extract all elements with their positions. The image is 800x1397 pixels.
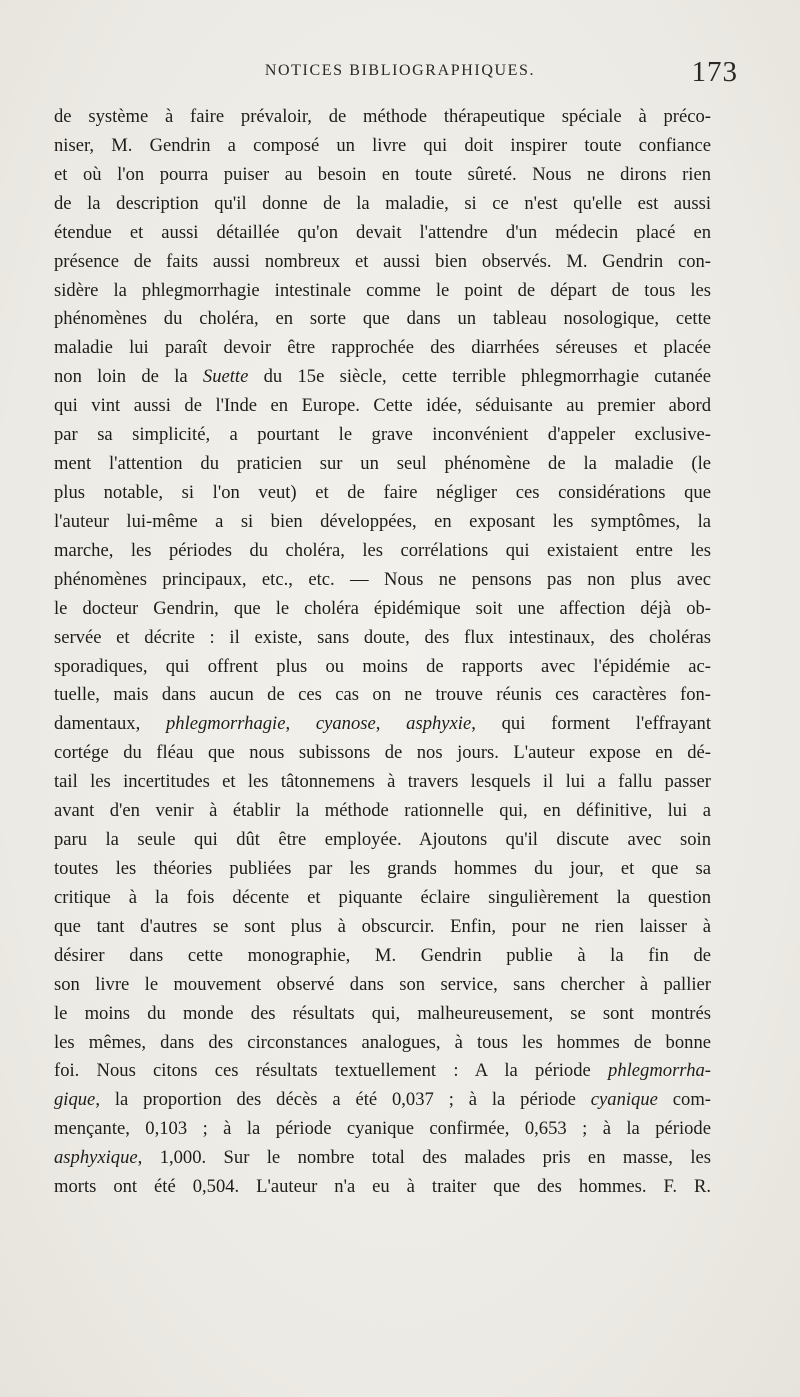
text-run: tail les incertitudes et les tâtonnemens à travers lesquels il lui a fallu passer (54, 771, 711, 793)
text-line (54, 1057, 711, 1086)
text-run: critique à la fois décente et piquante éclaire singulièrement la question (54, 886, 711, 908)
text-line (54, 826, 711, 855)
text-line (54, 739, 711, 768)
text-line (54, 334, 711, 363)
text-line (54, 1086, 711, 1115)
text-line (54, 971, 711, 1000)
text-line (54, 161, 711, 190)
text-run: phénomènes du choléra, en sorte que dans un tableau nosologique, cette (54, 308, 711, 330)
text-line (54, 392, 711, 421)
text-line (54, 1029, 711, 1058)
text-run: avant d'en venir à établir la méthode rationnelle qui, en définitive, lui a (54, 800, 711, 822)
text-line (54, 566, 711, 595)
text-run: com- (657, 1089, 711, 1111)
text-run: son livre le mouvement observé dans son service, sans chercher à pallier (54, 973, 711, 995)
text-run: non loin de la (54, 366, 203, 388)
text-run: , (375, 713, 407, 735)
text-run: tuelle, mais dans aucun de ces cas on ne trouve réunis ces caractères fon- (54, 684, 711, 706)
text-line (54, 363, 711, 392)
text-line (54, 1173, 711, 1202)
text-run: de système à faire prévaloir, de méthode thérapeutique spéciale à préco- (54, 106, 711, 127)
text-run: , 1,000. Sur le nombre total des malades pris en masse, les (137, 1147, 711, 1169)
text-run: servée et décrite : il existe, sans doute, des flux intestinaux, des choléras (54, 626, 711, 648)
text-run: le moins du monde des résultats qui, malheureusement, se sont montrés (54, 1002, 711, 1024)
text-line (54, 710, 711, 739)
text-run: foi. Nous citons ces résultats textuellement : A la période (54, 1060, 609, 1082)
text-line (54, 855, 711, 884)
text-line (54, 277, 711, 306)
text-line (54, 942, 711, 971)
text-run: paru la seule qui dût être employée. Ajoutons qu'il discute avec soin (54, 829, 711, 851)
text-run: marche, les périodes du choléra, les corrélations qui existaient entre les (54, 539, 711, 561)
text-run: et où l'on pourra puiser au besoin en toute sûreté. Nous ne dirons rien (54, 163, 711, 185)
text-line (54, 421, 711, 450)
text-line (54, 132, 711, 161)
text-line (54, 248, 711, 277)
text-line (54, 653, 711, 682)
text-line (54, 305, 711, 334)
text-run: mençante, 0,103 ; à la période cyanique confirmée, 0,653 ; à la période (54, 1118, 711, 1140)
text-run: phlegmorrha- (608, 1060, 711, 1082)
text-run: sidère la phlegmorrhagie intestinale comme le point de départ de tous les (54, 279, 711, 301)
text-run: gique (54, 1089, 96, 1111)
text-line (54, 537, 711, 566)
text-run: ment l'attention du praticien sur un seul phénomène de la maladie (le (54, 453, 711, 475)
text-line (54, 1115, 711, 1144)
text-run: cyanique (590, 1089, 658, 1111)
text-run: de la description qu'il donne de la maladie, si ce n'est qu'elle est aussi (54, 192, 711, 214)
text-line (54, 190, 711, 219)
text-line (54, 1000, 711, 1029)
text-line (54, 884, 711, 913)
running-title: NOTICES BIBLIOGRAPHIQUES. (264, 62, 536, 79)
text-run: , qui forment l'effrayant (471, 713, 711, 735)
text-line (54, 595, 711, 624)
text-run: damentaux, (54, 713, 166, 735)
text-run: du 15e siècle, cette terrible phlegmorrhagie cutanée (248, 366, 711, 388)
text-line (54, 681, 711, 710)
text-run: niser, M. Gendrin a composé un livre qui doit inspirer toute confiance (54, 134, 711, 156)
text-run: désirer dans cette monographie, M. Gendrin publie à la fin de (54, 944, 711, 966)
text-run: phlegmorrhagie (165, 713, 286, 735)
text-run: maladie lui paraît devoir être rapprochée des diarrhées séreuses et placée (54, 337, 711, 359)
text-run: que tant d'autres se sont plus à obscurcir. Enfin, pour ne rien laisser à (54, 915, 711, 937)
text-line (54, 103, 711, 132)
text-run: l'auteur lui-même a si bien développées, en exposant les symptômes, la (54, 510, 711, 532)
text-line (54, 508, 711, 537)
text-line (54, 1144, 711, 1173)
page-number: 173 (691, 56, 738, 88)
text-run: les mêmes, dans des circonstances analogues, à tous les hommes de bonne (54, 1031, 711, 1053)
text-run: cyanose (315, 713, 376, 735)
text-line (54, 450, 711, 479)
text-line (54, 479, 711, 508)
text-line (54, 797, 711, 826)
text-line (54, 219, 711, 248)
text-run: qui vint aussi de l'Inde en Europe. Cette idée, séduisante au premier abord (54, 395, 711, 417)
text-run: plus notable, si l'on veut) et de faire négliger ces considérations que (54, 481, 711, 503)
text-run: asphyxique (54, 1147, 138, 1169)
running-head (0, 58, 800, 88)
text-run: par sa simplicité, a pourtant le grave inconvénient d'appeler exclusive- (54, 424, 711, 446)
text-line (54, 624, 711, 653)
text-run: morts ont été 0,504. L'auteur n'a eu à traiter que des hommes. F. R. (54, 1176, 711, 1198)
text-run: présence de faits aussi nombreux et aussi bien observés. M. Gendrin con- (54, 250, 711, 272)
text-run: , la proportion des décès a été 0,037 ; à la période (95, 1089, 591, 1111)
text-run: cortége du fléau que nous subissons de nos jours. L'auteur expose en dé- (54, 742, 711, 764)
text-line (54, 768, 711, 797)
text-run: étendue et aussi détaillée qu'on devait l'attendre d'un médecin placé en (54, 221, 711, 243)
text-run: Suette (202, 366, 249, 388)
body-text (54, 103, 711, 1202)
text-run: phénomènes principaux, etc., etc. — Nous ne pensons pas non plus avec (54, 568, 711, 590)
text-run: , (285, 713, 316, 735)
text-run: le docteur Gendrin, que le choléra épidémique soit une affection déjà ob- (54, 597, 711, 619)
text-run: sporadiques, qui offrent plus ou moins de rapports avec l'épidémie ac- (54, 655, 711, 677)
text-run: asphyxie (406, 713, 472, 735)
text-run: toutes les théories publiées par les grands hommes du jour, et que sa (54, 857, 711, 879)
text-line (54, 913, 711, 942)
